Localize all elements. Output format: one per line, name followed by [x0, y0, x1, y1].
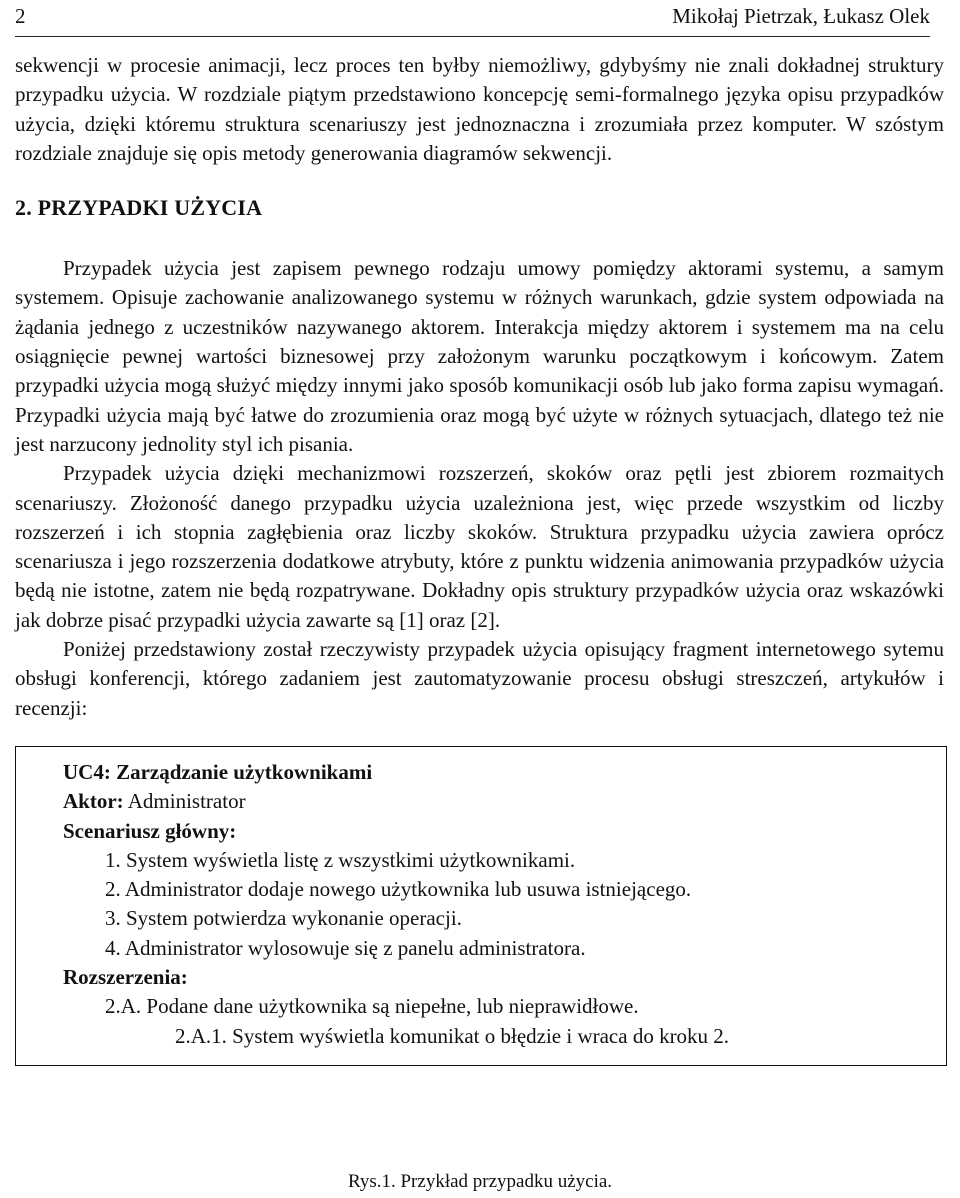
use-case-box [15, 746, 947, 1066]
main-scenario-label: Scenariusz główny: [63, 818, 237, 843]
running-header [15, 0, 930, 37]
extensions-label: Rozszerzenia: [63, 965, 188, 990]
body-paragraph: Przypadek użycia dzięki mechanizmowi rozszerzeń, skoków oraz pętli jest zbiorem rozmaitych scenariuszy. Złożoność danego przypadku użycia uzależniona jest, więc przede wszystkim od liczby rozszerzeń i ich stopnia zagłębienia oraz liczby skoków. Struktura przypadku użycia zawiera oprócz scenariusza i jego rozszerzenia dodatkowe atrybuty, które z punktu widzenia animowania przypadków użycia będą nie istotne, zatem nie będą rozpatrywane. Dokładny opis struktury przypadków użycia oraz wskazówki jak dobrze pisać przypadki użycia zawarte są [1] oraz [2]. [15, 461, 944, 632]
extension-item: 2.A. Podane dane użytkownika są niepełne, lub nieprawidłowe. [105, 994, 639, 1019]
scenario-step: 4. Administrator wylosowuje się z panelu administratora. [105, 935, 586, 960]
scenario-step: 3. System potwierdza wykonanie operacji. [105, 906, 462, 931]
actor-value: Administrator [127, 789, 246, 814]
body-paragraph: Przypadek użycia jest zapisem pewnego rodzaju umowy pomiędzy aktorami systemu, a samym systemem. Opisuje zachowanie analizowanego systemu w różnych warunkach, gdzie system odpowiada na żądania jednego z uczestników nazywanego aktorem. Interakcja między aktorem i systemem ma na celu osiągnięcie pewnej wartości biznesowej przy założonym warunku początkowym i końcowym. Zatem przypadki użycia mogą służyć między innymi jako sposób komunikacji osób lub jako forma zapisu wymagań. Przypadki użycia mają być łatwe do zrozumienia oraz mogą być użyte w różnych sytuacjach, dlatego też nie jest narzucony jednolity styl ich pisania. [15, 256, 944, 456]
page-content [15, 51, 944, 1066]
intro-paragraph: sekwencji w procesie animacji, lecz proces ten byłby niemożliwy, gdybyśmy nie znali dokładnej struktury przypadku użycia. W rozdziale piątym przedstawiono koncepcję semi-formalnego języka opisu przypadków użycia, dzięki któremu struktura scenariuszy jest jednoznaczna i zrozumiała przez komputer. W szóstym rozdziale znajduje się opis metody generowania diagramów sekwencji. [15, 53, 944, 165]
scenario-step: 2. Administrator dodaje nowego użytkownika lub usuwa istniejącego. [105, 877, 692, 902]
figure-caption: Rys.1. Przykład przypadku użycia. [347, 1171, 613, 1192]
section-heading: 2. PRZYPADKI UŻYCIA [15, 195, 263, 221]
actor-label: Aktor: [63, 789, 124, 814]
sub-extension-item: 2.A.1. System wyświetla komunikat o błędzie i wraca do kroku 2. [175, 1023, 730, 1048]
use-case-title: UC4: Zarządzanie użytkownikami [63, 759, 373, 784]
running-head-authors: Mikołaj Pietrzak, Łukasz Olek [672, 4, 930, 28]
actor-line [63, 787, 930, 816]
page-number: 2 [15, 4, 26, 28]
body-paragraph: Poniżej przedstawiony został rzeczywisty przypadek użycia opisujący fragment internetowego sytemu obsługi konferencji, którego zadaniem jest zautomatyzowanie procesu obsługi streszczeń, artykułów i recenzji: [15, 637, 944, 720]
scenario-step: 1. System wyświetla listę z wszystkimi użytkownikami. [105, 847, 576, 872]
